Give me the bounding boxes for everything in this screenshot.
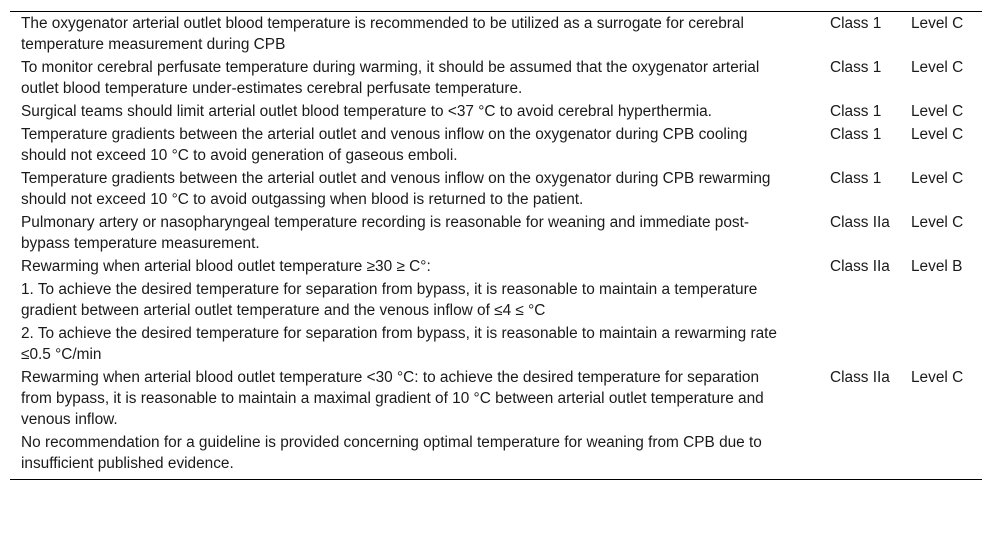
recommendation-cell: The oxygenator arterial outlet blood temperature is recommended to be utilized as a surrogate for cerebral temperature measurement during CPB bbox=[21, 15, 744, 53]
class-cell: Class 1 bbox=[830, 59, 882, 76]
recommendation-cell: Temperature gradients between the arterial outlet and venous inflow on the oxygenator during CPB cooling should not exceed 10 °C to avoid generation of gaseous emboli. bbox=[21, 126, 748, 164]
class-cell: Class 1 bbox=[830, 126, 882, 143]
level-cell: Level C bbox=[911, 126, 964, 143]
table-row bbox=[10, 366, 982, 431]
level-cell: Level C bbox=[911, 15, 964, 32]
class-cell: Class 1 bbox=[830, 15, 882, 32]
recommendation-cell: 1. To achieve the desired temperature for separation from bypass, it is reasonable to maintain a temperature gradient between arterial outlet temperature and the venous inflow of ≤4 ≤ °C bbox=[21, 281, 758, 319]
level-cell: Level C bbox=[911, 170, 964, 187]
recommendation-cell: Rewarming when arterial blood outlet temperature ≥30 ≥ C°: bbox=[21, 258, 431, 275]
table-row bbox=[10, 123, 982, 167]
recommendation-cell: No recommendation for a guideline is provided concerning optimal temperature for weaning from CPB due to insufficient published evidence. bbox=[21, 434, 762, 472]
level-cell: Level C bbox=[911, 214, 964, 231]
recommendation-cell: Rewarming when arterial blood outlet temperature <30 °C: to achieve the desired temperature for separation from bypass, it is reasonable to maintain a maximal gradient of 10 °C between arterial outlet temperature and venous inflow. bbox=[21, 369, 764, 428]
class-cell bbox=[830, 431, 911, 480]
class-cell: Class IIa bbox=[830, 214, 890, 231]
level-cell: Level C bbox=[911, 103, 964, 120]
table-row bbox=[10, 211, 982, 255]
level-cell: Level C bbox=[911, 59, 964, 76]
class-cell: Class 1 bbox=[830, 170, 882, 187]
class-cell bbox=[830, 278, 911, 322]
table-row bbox=[10, 167, 982, 211]
recommendation-cell: 2. To achieve the desired temperature for separation from bypass, it is reasonable to maintain a rewarming rate ≤0.5 °C/min bbox=[21, 325, 777, 363]
table-row bbox=[10, 278, 982, 322]
class-cell: Class IIa bbox=[830, 258, 890, 275]
table-row bbox=[10, 431, 982, 480]
class-cell bbox=[830, 322, 911, 366]
level-cell bbox=[911, 322, 982, 366]
recommendation-cell: Temperature gradients between the arterial outlet and venous inflow on the oxygenator during CPB rewarming should not exceed 10 °C to avoid outgassing when blood is returned to the patient. bbox=[21, 170, 771, 208]
guidelines-table-body bbox=[10, 12, 982, 480]
class-cell: Class 1 bbox=[830, 103, 882, 120]
table-row bbox=[10, 322, 982, 366]
table-row bbox=[10, 12, 982, 57]
table-row bbox=[10, 100, 982, 123]
recommendation-cell: Surgical teams should limit arterial outlet blood temperature to <37 °C to avoid cerebral hyperthermia. bbox=[21, 103, 712, 120]
level-cell: Level B bbox=[911, 258, 963, 275]
level-cell: Level C bbox=[911, 369, 964, 386]
recommendation-cell: To monitor cerebral perfusate temperature during warming, it should be assumed that the oxygenator arterial outlet blood temperature under-estimates cerebral perfusate temperature. bbox=[21, 59, 760, 97]
level-cell bbox=[911, 431, 982, 480]
table-row bbox=[10, 255, 982, 278]
recommendation-cell: Pulmonary artery or nasopharyngeal temperature recording is reasonable for weaning and immediate post-bypass temperature measurement. bbox=[21, 214, 750, 252]
guidelines-table bbox=[10, 11, 982, 480]
class-cell: Class IIa bbox=[830, 369, 890, 386]
table-row bbox=[10, 56, 982, 100]
level-cell bbox=[911, 278, 982, 322]
